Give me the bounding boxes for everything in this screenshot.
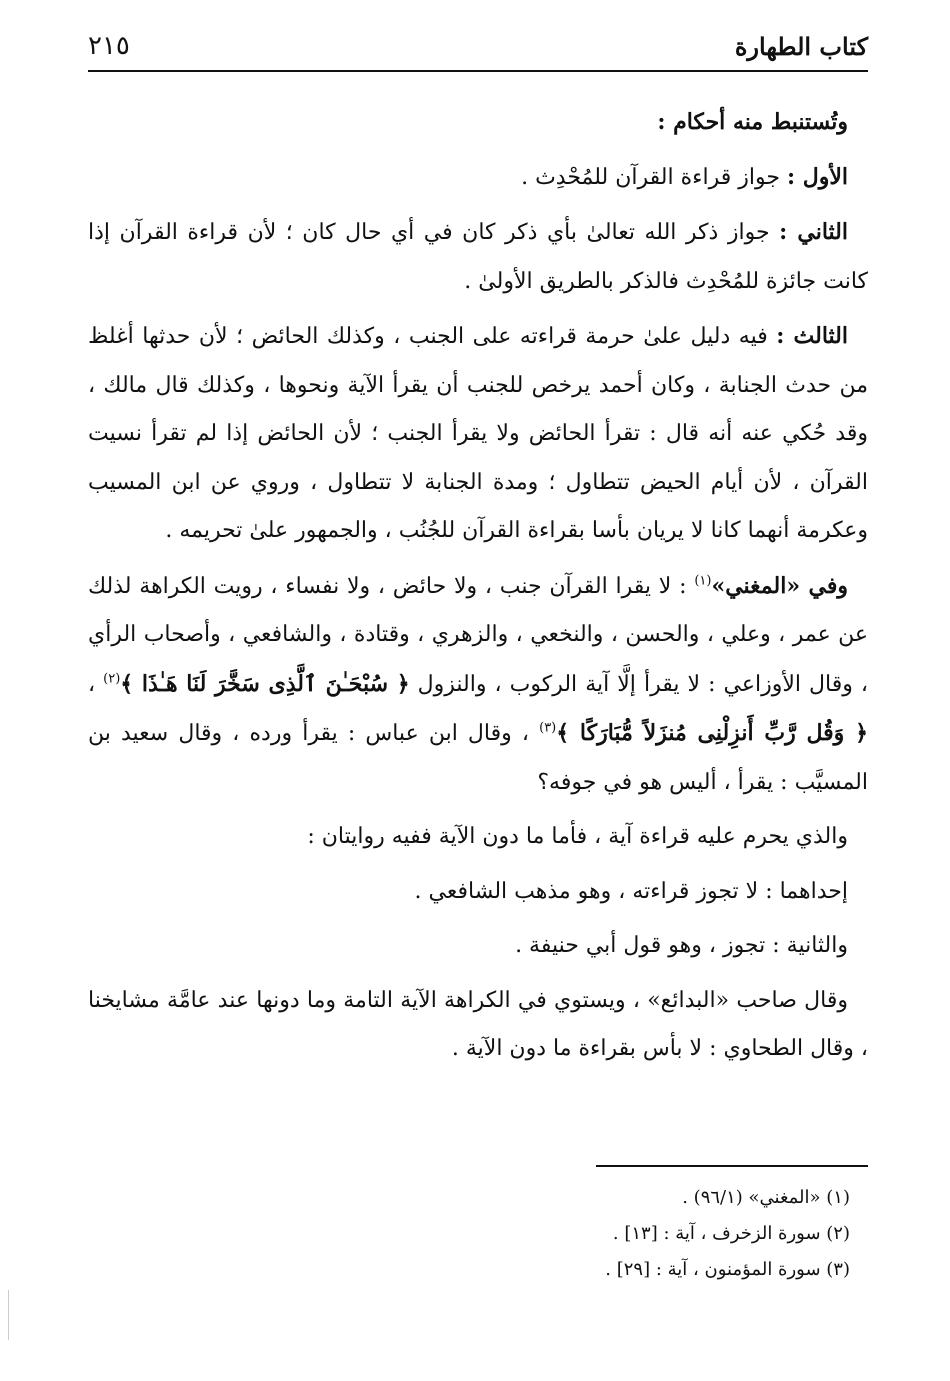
- quran-quote-2: ﴿ وَقُل رَّبِّ أَنزِلْنِى مُنزَلاً مُّبَارَكًا ﴾: [556, 720, 868, 746]
- paragraph-two-narrations: والذي يحرم عليه قراءة آية ، فأما ما دون الآية ففيه روايتان :: [307, 824, 848, 849]
- quote-separator: ،: [88, 671, 104, 697]
- paragraph-third: [88, 312, 868, 556]
- paragraph-third-label: الثالث :: [776, 323, 849, 349]
- paragraph-first: [88, 153, 868, 203]
- paragraph-second-text: جواز ذكر الله تعالىٰ بأي ذكر كان في أي حال كان ؛ لأن قراءة القرآن إذا كانت جائزة للمُحْدِث فالذكر بالطريق الأولىٰ .: [88, 220, 868, 294]
- paragraph-mughni: [88, 562, 868, 808]
- paragraph-third-text: فيه دليل علىٰ حرمة قراءته على الجنب ، وكذلك الحائض ؛ لأن حدثها أغلظ من حدث الجنابة ، وكان أحمد يرخص للجنب أن يقرأ الآية ونحوها ، وكذلك قال مالك ، وقد حُكي عنه أنه قال : تقرأ الحائض ولا يقرأ الجنب ؛ لأن الحائض إذا لم تقرأ نسيت القرآن ، لأن أيام الحيض تتطاول ؛ ومدة الجنابة لا تتطاول ، وروي عن ابن المسيب وعكرمة أنهما كانا لا يريان بأسا بقراءة القرآن للجُنُب ، والجمهور علىٰ تحريمه .: [88, 324, 868, 543]
- footnotes: [88, 1180, 850, 1288]
- paragraph-mughni-label: وفي «المغني»: [711, 572, 848, 599]
- footnote-3: (٣) سورة المؤمنون ، آية : [٢٩] .: [605, 1259, 850, 1280]
- paragraph-mughni-text-a: : لا يقرا القرآن جنب ، ولا حائض ، ولا نفساء ، رويت الكراهة لذلك عن عمر ، وعلي ، والحسن ، والنخعي ، والزهري ، وقتادة ، والشافعي ، وأصحاب الرأي ، وقال الأوزاعي : لا يقرأ إلَّا آية الركوب ، والنزول: [88, 573, 869, 697]
- footnote-ref-1[interactable]: (١): [694, 573, 712, 589]
- page-body: [88, 98, 868, 1080]
- paragraph-mughni-text-b: ، وقال ابن عباس : يقرأ ورده ، وقال سعيد بن المسيَّب : يقرأ ، أليس هو في جوفه؟: [88, 721, 868, 795]
- paragraph-first-label: الأول :: [786, 163, 848, 190]
- paragraph-second-label: الثاني :: [779, 219, 848, 245]
- quran-quote-1: ﴿ سُبْحَـٰنَ ٱلَّذِى سَخَّرَ لَنَا هَـٰذَا ﴾: [120, 670, 410, 697]
- paragraph-narration-one: إحداهما : لا تجوز قراءته ، وهو مذهب الشافعي .: [414, 878, 848, 904]
- paragraph-second: [88, 208, 868, 306]
- footnote-1: (١) «المغني» (٩٦/١) .: [682, 1187, 850, 1208]
- footnote-2: (٢) سورة الزخرف ، آية : [١٣] .: [612, 1223, 850, 1244]
- paragraph-first-text: جواز قراءة القرآن للمُحْدِث .: [521, 164, 787, 190]
- footnote-ref-2[interactable]: (٢): [103, 671, 121, 687]
- paragraph-narration-two: والثانية : تجوز ، وهو قول أبي حنيفة .: [515, 933, 848, 958]
- running-title: كتاب الطهارة: [734, 31, 868, 61]
- scan-margin-mark: [8, 1290, 9, 1340]
- page-number: ٢١٥: [88, 31, 130, 61]
- footnote-separator: [596, 1165, 868, 1167]
- section-heading: وتُستنبط منه أحكام :: [657, 109, 848, 135]
- footnote-ref-3[interactable]: (٣): [539, 720, 557, 736]
- page-header: [88, 22, 868, 72]
- paragraph-badai: وقال صاحب «البدائع» ، ويستوي في الكراهة الآية التامة وما دونها عند عامَّة مشايخنا ، وقال الطحاوي : لا بأس بقراءة ما دون الآية .: [88, 987, 868, 1061]
